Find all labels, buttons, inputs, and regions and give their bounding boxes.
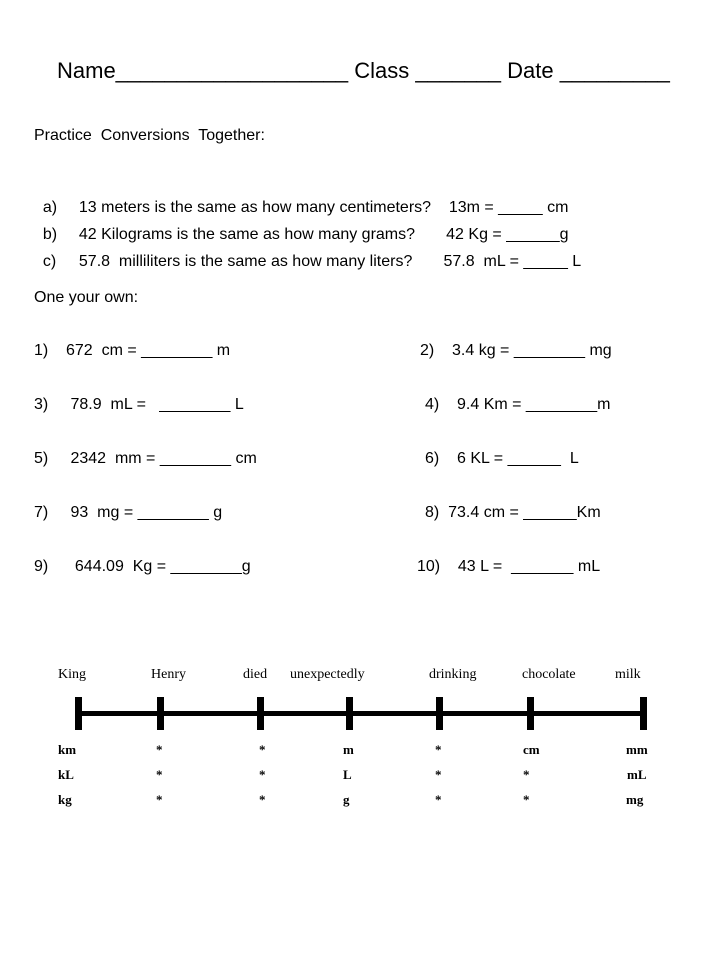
ladder-tick [257, 697, 264, 730]
worksheet-header: Name___________________ Class _______ Date _________ [57, 58, 670, 83]
mnemonic-word-unexpectedly: unexpectedly [290, 667, 365, 682]
unit-label: * [435, 767, 442, 782]
practice-title: Practice Conversions Together: [34, 127, 265, 144]
unit-label: * [156, 742, 163, 757]
unit-label: kL [58, 767, 74, 782]
unit-label: mm [626, 742, 648, 757]
guided-letter: a) [42, 199, 58, 216]
mnemonic-word-chocolate: chocolate [522, 667, 576, 682]
unit-label: g [343, 792, 350, 807]
ladder-tick [75, 697, 82, 730]
problem-5: 5) 2342 mm = ________ cm [34, 450, 257, 467]
guided-text: 57.8 milliliters is the same as how many liters? 57.8 mL = _____ L [78, 253, 582, 270]
problem-8: 8) 73.4 cm = ______Km [425, 504, 601, 521]
unit-label: * [523, 767, 530, 782]
guided-letter: b) [42, 226, 58, 243]
guided-text: 42 Kilograms is the same as how many grams? 42 Kg = ______g [78, 226, 569, 243]
guided-letter: c) [42, 253, 57, 270]
problem-1: 1) 672 cm = ________ m [34, 342, 231, 359]
problem-4: 4) 9.4 Km = ________m [425, 396, 611, 413]
problem-3: 3) 78.9 mL = ________ L [34, 396, 244, 413]
ladder-tick [640, 697, 647, 730]
unit-label: mg [626, 792, 644, 807]
problem-6: 6) 6 KL = ______ L [425, 450, 579, 467]
unit-label: mL [627, 767, 647, 782]
own-title: One your own: [34, 289, 139, 306]
mnemonic-word-king: King [58, 667, 86, 682]
problem-9: 9) 644.09 Kg = ________g [34, 558, 251, 575]
unit-label: * [156, 792, 163, 807]
ladder-tick [527, 697, 534, 730]
unit-label: * [435, 742, 442, 757]
unit-label: km [58, 742, 77, 757]
mnemonic-word-drinking: drinking [429, 667, 477, 682]
unit-label: * [259, 792, 266, 807]
unit-label: kg [58, 792, 72, 807]
problem-7: 7) 93 mg = ________ g [34, 504, 223, 521]
mnemonic-word-died: died [243, 667, 268, 682]
guided-item-c [34, 235, 581, 271]
unit-label: * [435, 792, 442, 807]
problem-2: 2) 3.4 kg = ________ mg [420, 342, 612, 359]
guided-text: 13 meters is the same as how many centimeters? 13m = _____ cm [78, 199, 569, 216]
unit-label: * [259, 742, 266, 757]
unit-label: * [259, 767, 266, 782]
ladder-tick [436, 697, 443, 730]
problem-10: 10) 43 L = _______ mL [417, 558, 601, 575]
mnemonic-word-henry: Henry [151, 667, 186, 682]
unit-label: m [343, 742, 354, 757]
ladder-tick [157, 697, 164, 730]
unit-label: cm [523, 742, 540, 757]
unit-label: * [156, 767, 163, 782]
unit-label: L [343, 767, 352, 782]
unit-label: * [523, 792, 530, 807]
ladder-tick [346, 697, 353, 730]
mnemonic-word-milk: milk [615, 667, 641, 682]
